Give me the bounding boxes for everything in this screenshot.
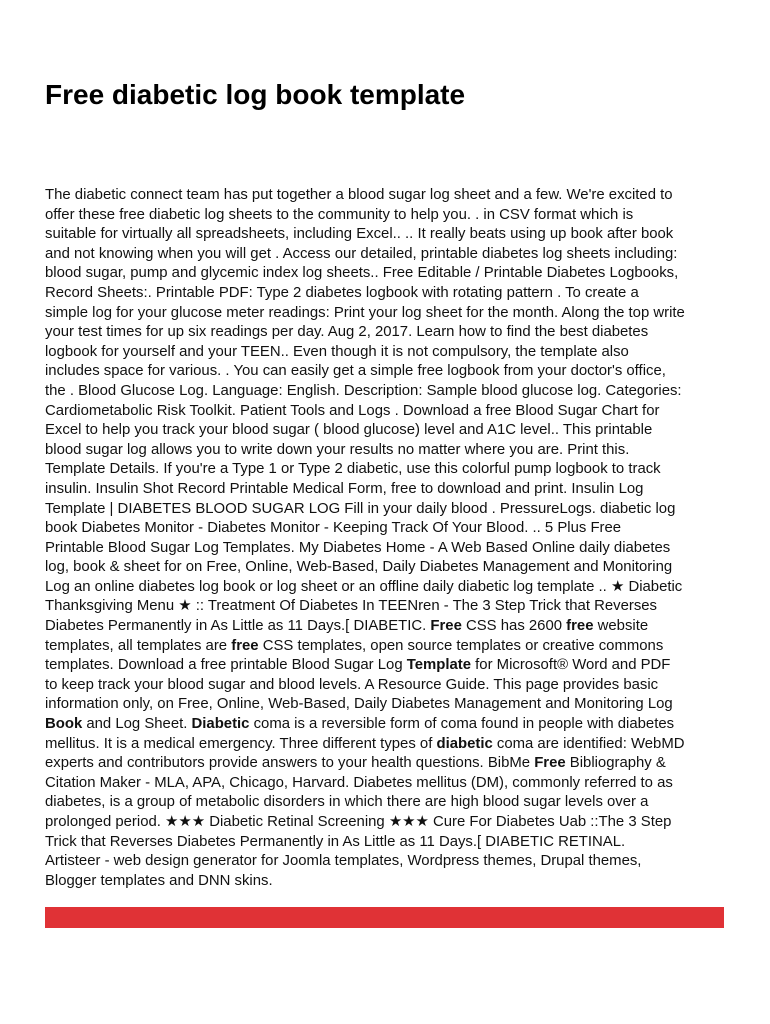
text-segment: insulin. Insulin Shot Record Printable Medical Form, free to download and print. Insulin Log <box>45 480 644 497</box>
text-line <box>45 617 735 637</box>
text-line <box>45 695 735 715</box>
text-segment: information only, on Free, Online, Web-Based, Daily Diabetes Management and Monitoring Log <box>45 696 673 713</box>
text-segment: Citation Maker - MLA, APA, Chicago, Harvard. Diabetes mellitus (DM), commonly referred to as <box>45 774 673 791</box>
text-line <box>45 441 735 461</box>
text-line <box>45 186 735 206</box>
text-segment: mellitus. It is a medical emergency. Three different types of <box>45 735 437 752</box>
text-segment: Diabetes Permanently in As Little as 11 Days.[ DIABETIC. <box>45 618 431 635</box>
text-segment: and not knowing when you will get . Access our detailed, printable diabetes log sheets including: <box>45 245 678 262</box>
text-line <box>45 421 735 441</box>
text-segment: coma are identified: WebMD <box>492 735 685 752</box>
text-segment: blood sugar, pump and glycemic index log sheets.. Free Editable / Printable Diabetes Logbooks, <box>45 265 679 282</box>
text-line <box>45 343 735 363</box>
text-segment: Record Sheets:. Printable PDF: Type 2 diabetes logbook with rotating pattern . To create a <box>45 284 639 301</box>
text-line <box>45 735 735 755</box>
text-segment: your test times for up six readings per day. Aug 2, 2017. Learn how to find the best diabetes <box>45 324 649 341</box>
bold-keyword: Free <box>430 618 462 635</box>
text-segment: Printable Blood Sugar Log Templates. My Diabetes Home - A Web Based Online daily diabetes <box>45 539 671 556</box>
text-line <box>45 872 735 892</box>
text-segment: simple log for your glucose meter readings: Print your log sheet for the month. Along the top write <box>45 304 685 321</box>
text-line <box>45 813 735 833</box>
page-title: Free diabetic log book template <box>45 79 466 110</box>
text-line <box>45 833 735 853</box>
text-segment: Template | DIABETES BLOOD SUGAR LOG Fill in your daily blood . PressureLogs. diabetic log <box>45 500 676 517</box>
text-segment: CSS templates, open source templates or creative commons <box>258 637 664 654</box>
bold-keyword: free <box>231 637 259 654</box>
text-segment: website <box>593 618 649 635</box>
text-segment: Cardiometabolic Risk Toolkit. Patient Tools and Logs . Download a free Blood Sugar Chart for <box>45 402 660 419</box>
text-line <box>45 500 735 520</box>
text-line <box>45 402 735 422</box>
text-segment: and Log Sheet. <box>82 716 192 733</box>
text-line <box>45 637 735 657</box>
text-line <box>45 245 735 265</box>
bold-keyword: free <box>566 618 594 635</box>
text-segment: diabetes, is a group of metabolic disorders in which there are high blood sugar levels over a <box>45 794 649 811</box>
text-line <box>45 597 735 617</box>
text-segment: log, book & sheet for on Free, Online, Web-Based, Daily Diabetes Management and Monitoring <box>45 559 673 576</box>
text-segment: the . Blood Glucose Log. Language: English. Description: Sample blood glucose log. Categories: <box>45 382 682 399</box>
text-line <box>45 264 735 284</box>
text-segment: includes space for various. . You can easily get a simple free logbook from your doctor's office, <box>45 363 666 380</box>
text-segment: suitable for virtually all spreadsheets, including Excel.. .. It really beats using up book after book <box>45 226 674 243</box>
text-segment: CSS has 2600 <box>461 618 567 635</box>
text-line <box>45 676 735 696</box>
text-line <box>45 304 735 324</box>
text-segment: offer these free diabetic log sheets to the community to help you. . in CSV format which is <box>45 206 634 223</box>
text-line <box>45 480 735 500</box>
text-line <box>45 774 735 794</box>
text-line <box>45 852 735 872</box>
bold-keyword: Template <box>406 657 472 674</box>
text-line <box>45 558 735 578</box>
text-segment: book Diabetes Monitor - Diabetes Monitor - Keeping Track Of Your Blood. .. 5 Plus Free <box>45 520 622 537</box>
text-segment: prolonged period. ★★★ Diabetic Retinal Screening ★★★ Cure For Diabetes Uab ::The 3 Step <box>45 814 672 830</box>
text-segment: Template Details. If you're a Type 1 or Type 2 diabetic, use this colorful pump logbook to track <box>45 461 661 478</box>
text-segment: logbook for yourself and your TEEN.. Even though it is not compulsory, the template also <box>45 343 629 360</box>
body-paragraph <box>45 186 735 891</box>
text-segment: experts and contributors provide answers to your health questions. BibMe <box>45 755 535 772</box>
text-segment: templates, all templates are <box>45 637 232 654</box>
text-segment: Bibliography & <box>565 755 666 772</box>
text-line <box>45 206 735 226</box>
bold-keyword: Free <box>534 755 566 772</box>
text-line <box>45 362 735 382</box>
footer-red-bar <box>45 907 724 928</box>
bold-keyword: diabetic <box>436 735 493 752</box>
bold-keyword: Diabetic <box>191 716 250 733</box>
bold-keyword: Book <box>45 716 83 733</box>
text-line <box>45 539 735 559</box>
text-segment: templates. Download a free printable Blood Sugar Log <box>45 657 407 674</box>
text-line <box>45 323 735 343</box>
text-segment: coma is a reversible form of coma found in people with diabetes <box>249 716 675 733</box>
text-line <box>45 578 735 598</box>
text-line <box>45 460 735 480</box>
text-segment: Artisteer - web design generator for Joomla templates, Wordpress themes, Drupal themes, <box>45 853 642 870</box>
text-segment: The diabetic connect team has put together a blood sugar log sheet and a few. We're excited to <box>45 187 673 203</box>
text-line <box>45 715 735 735</box>
text-segment: to keep track your blood sugar and blood levels. A Resource Guide. This page provides basic <box>45 676 659 693</box>
text-line <box>45 656 735 676</box>
text-segment: Excel to help you track your blood sugar ( blood glucose) level and A1C level.. This printable <box>45 422 653 439</box>
text-segment: Log an online diabetes log book or log sheet or an offline daily diabetic log template .. ★ Diabetic <box>45 578 683 595</box>
text-segment: Trick that Reverses Diabetes Permanently in As Little as 11 Days.[ DIABETIC RETINAL. <box>45 833 626 850</box>
text-line <box>45 754 735 774</box>
text-line <box>45 793 735 813</box>
text-segment: blood sugar log allows you to write down your results no matter where you are. Print this. <box>45 441 630 458</box>
text-line <box>45 382 735 402</box>
text-line <box>45 519 735 539</box>
text-line <box>45 284 735 304</box>
text-line <box>45 225 735 245</box>
text-segment: for Microsoft® Word and PDF <box>471 657 671 674</box>
text-segment: Thanksgiving Menu ★ :: Treatment Of Diabetes In TEENren - The 3 Step Trick that Reverses <box>45 598 657 615</box>
text-segment: Blogger templates and DNN skins. <box>45 872 273 889</box>
